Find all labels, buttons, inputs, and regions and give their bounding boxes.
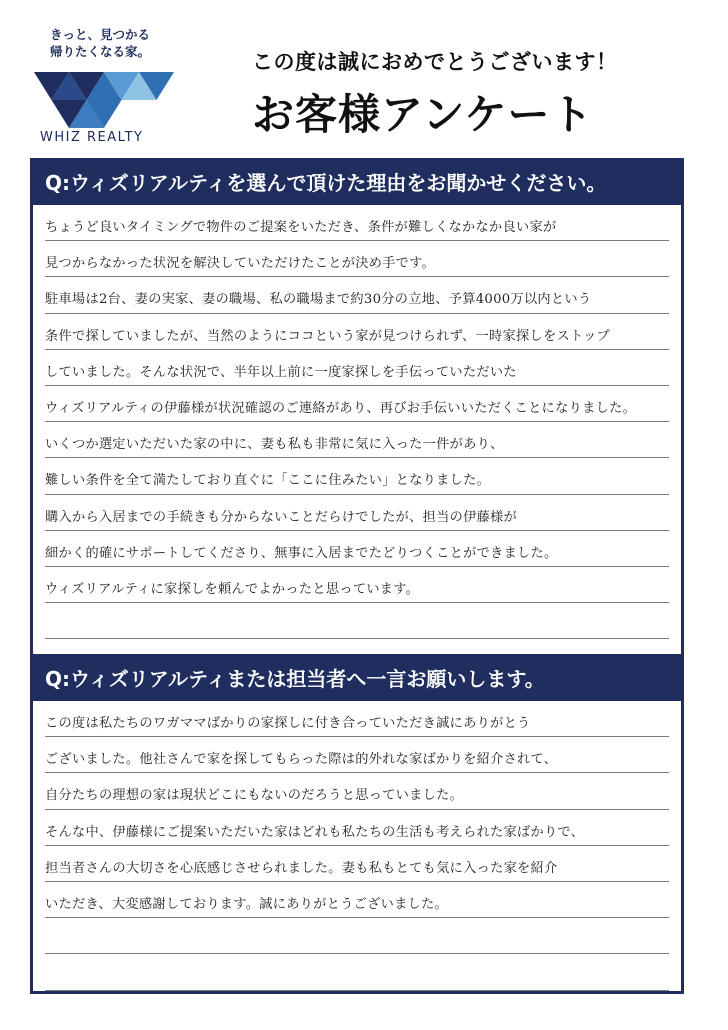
question-2-answer	[33, 701, 681, 991]
answer-line: 難しい条件を全て満たしており直ぐに「ここに住みたい」となりました。	[45, 458, 669, 494]
answer-line: 条件で探していましたが、当然のようにココという家が見つけられず、一時家探しをストップ	[45, 314, 669, 350]
page-header	[0, 0, 728, 150]
answer-line	[45, 918, 669, 954]
page-title: お客様アンケート	[252, 90, 594, 139]
answer-line: ございました。他社さんで家を探してもらった際は的外れな家ばかりを紹介されて、	[45, 737, 669, 773]
answer-line: この度は私たちのワガママばかりの家探しに付き合っていただき誠にありがとう	[45, 701, 669, 737]
question-1-panel	[30, 158, 684, 678]
answer-line: そんな中、伊藤様にご提案いただいた家はどれも私たちの生活も考えられた家ばかりで、	[45, 810, 669, 846]
question-1-answer	[33, 205, 681, 675]
answer-line: していました。そんな状況で、半年以上前に一度家探しを手伝っていただいた	[45, 350, 669, 386]
answer-line: いくつか選定いただいた家の中に、妻も私も非常に気に入った一件があり、	[45, 422, 669, 458]
answer-line	[45, 954, 669, 990]
answer-line: ウィズリアルティの伊藤様が状況確認のご連絡があり、再びお手伝いいただくことになりました。	[45, 386, 669, 422]
whiz-realty-logo	[34, 26, 194, 146]
logo-tagline: きっと、見つかる 帰りたくなる家。	[50, 27, 151, 59]
congratulations-text: この度は誠におめでとうございます！	[252, 50, 618, 74]
answer-line: 細かく的確にサポートしてくださり、無事に入居までたどりつくことができました。	[45, 531, 669, 567]
answer-line: ちょうど良いタイミングで物件のご提案をいただき、条件が難しくなかなか良い家が	[45, 205, 669, 241]
logo-triangles-icon	[34, 72, 174, 128]
question-2-heading: Q:ウィズリアルティまたは担当者へ一言お願いします。	[33, 657, 681, 701]
question-1-heading: Q:ウィズリアルティを選んで頂けた理由をお聞かせください。	[33, 161, 681, 205]
answer-line	[45, 603, 669, 639]
question-2-panel	[30, 654, 684, 994]
answer-line: 駐車場は2台、妻の実家、妻の職場、私の職場まで約30分の立地、予算4000万以内という	[45, 277, 669, 313]
answer-line: いただき、大変感謝しております。誠にありがとうございました。	[45, 882, 669, 918]
logo-brand-name: WHIZ REALTY	[40, 130, 144, 145]
answer-line: 自分たちの理想の家は現状どこにもないのだろうと思っていました。	[45, 773, 669, 809]
answer-line: 購入から入居までの手続きも分からないことだらけでしたが、担当の伊藤様が	[45, 495, 669, 531]
answer-line: 担当者さんの大切さを心底感じさせられました。妻も私もとても気に入った家を紹介	[45, 846, 669, 882]
answer-line: 見つからなかった状況を解決していただけたことが決め手です。	[45, 241, 669, 277]
answer-line: ウィズリアルティに家探しを頼んでよかったと思っています。	[45, 567, 669, 603]
